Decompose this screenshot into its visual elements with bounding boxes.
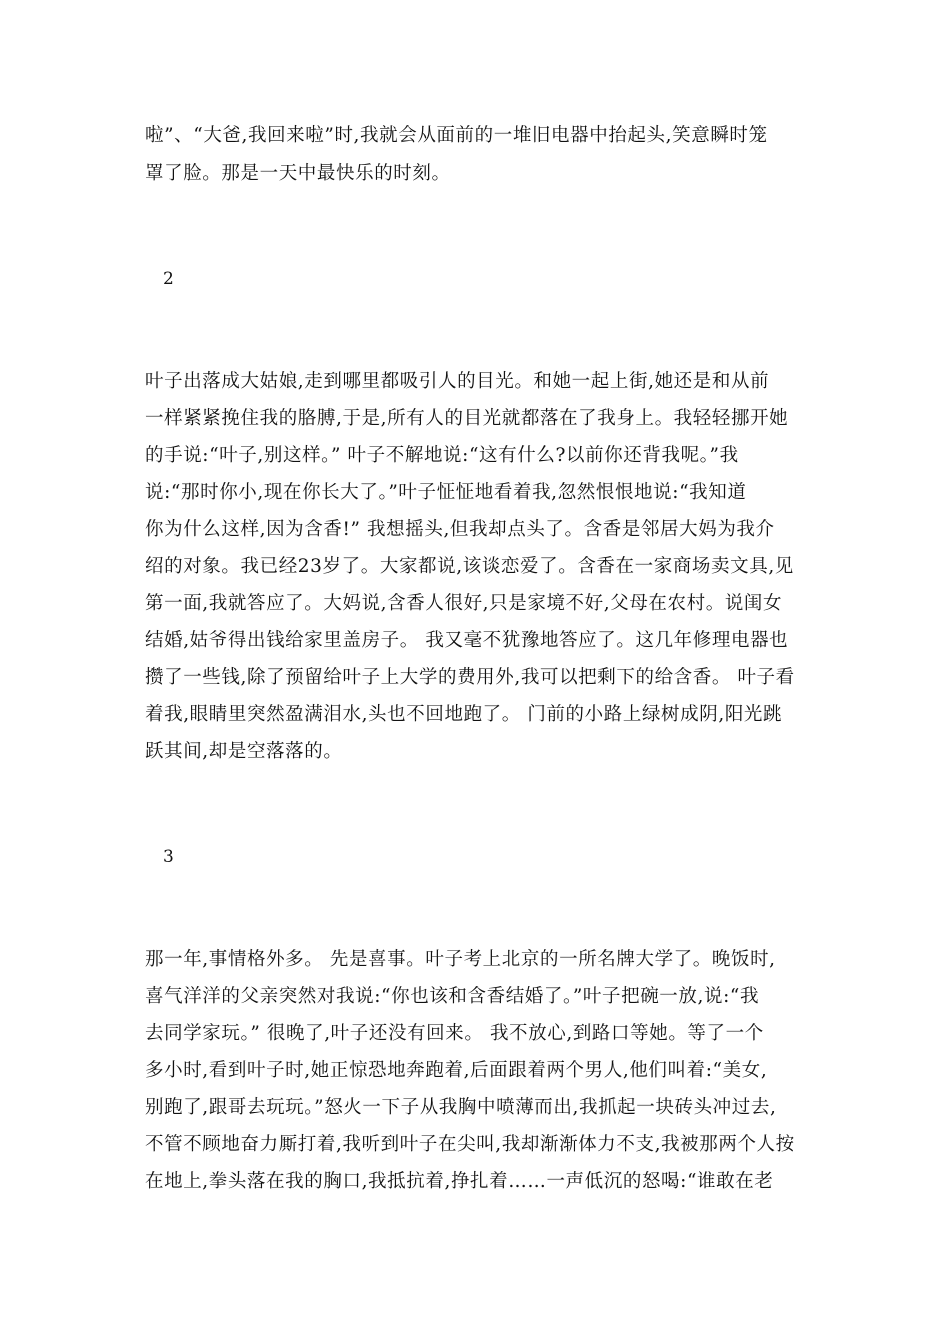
text-line: 去同学家玩。” 很晚了,叶子还没有回来。 我不放心,到路口等她。等了一个 [145,1023,764,1044]
section-number: 2 [163,269,174,289]
text-line: 你为什么这样,因为含香!” 我想摇头,但我却点头了。含香是邻居大妈为我介 [145,519,775,540]
text-line: 在地上,拳头落在我的胸口,我抵抗着,挣扎着……一声低沉的怒喝:“谁敢在老 [145,1171,774,1192]
text-line: 喜气洋洋的父亲突然对我说:“你也该和含香结婚了。”叶子把碗一放,说:“我 [145,986,760,1007]
text-line: 跃其间,却是空落落的。 [145,741,343,762]
text-line: 叶子出落成大姑娘,走到哪里都吸引人的目光。和她一起上街,她还是和从前 [145,371,770,392]
text-line: 着我,眼睛里突然盈满泪水,头也不回地跑了。 门前的小路上绿树成阴,阳光跳 [145,704,783,725]
text-line: 别跑了,跟哥去玩玩。”怒火一下子从我胸中喷薄而出,我抓起一块砖头冲过去, [145,1097,777,1118]
text-line: 不管不顾地奋力厮打着,我听到叶子在尖叫,我却渐渐体力不支,我被那两个人按 [145,1134,795,1155]
text-line: 一样紧紧挽住我的胳膊,于是,所有人的目光就都落在了我身上。我轻轻挪开她 [145,408,789,429]
text-line: 的手说:“叶子,别这样。” 叶子不解地说:“这有什么?以前你还背我呢。”我 [145,445,739,466]
text-line: 绍的对象。我已经23岁了。大家都说,该谈恋爱了。含香在一家商场卖文具,见 [145,556,794,577]
text-line: 那一年,事情格外多。 先是喜事。叶子考上北京的一所名牌大学了。晚饭时, [145,949,776,970]
text-line: 攒了一些钱,除了预留给叶子上大学的费用外,我可以把剩下的给含香。 叶子看 [145,667,795,688]
text-line: 啦”、“大爸,我回来啦”时,我就会从面前的一堆旧电器中抬起头,笑意瞬时笼 [145,125,768,146]
text-line: 多小时,看到叶子时,她正惊恐地奔跑着,后面跟着两个男人,他们叫着:“美女, [145,1060,768,1081]
section-number: 3 [163,847,174,867]
text-line: 说:“那时你小,现在你长大了。”叶子怔怔地看着我,忽然恨恨地说:“我知道 [145,482,747,503]
text-line: 第一面,我就答应了。大妈说,含香人很好,只是家境不好,父母在农村。说闺女 [145,593,783,614]
text-line: 结婚,姑爷得出钱给家里盖房子。 我又毫不犹豫地答应了。这几年修理电器也 [145,630,789,651]
text-line: 罩了脸。那是一天中最快乐的时刻。 [145,163,451,184]
